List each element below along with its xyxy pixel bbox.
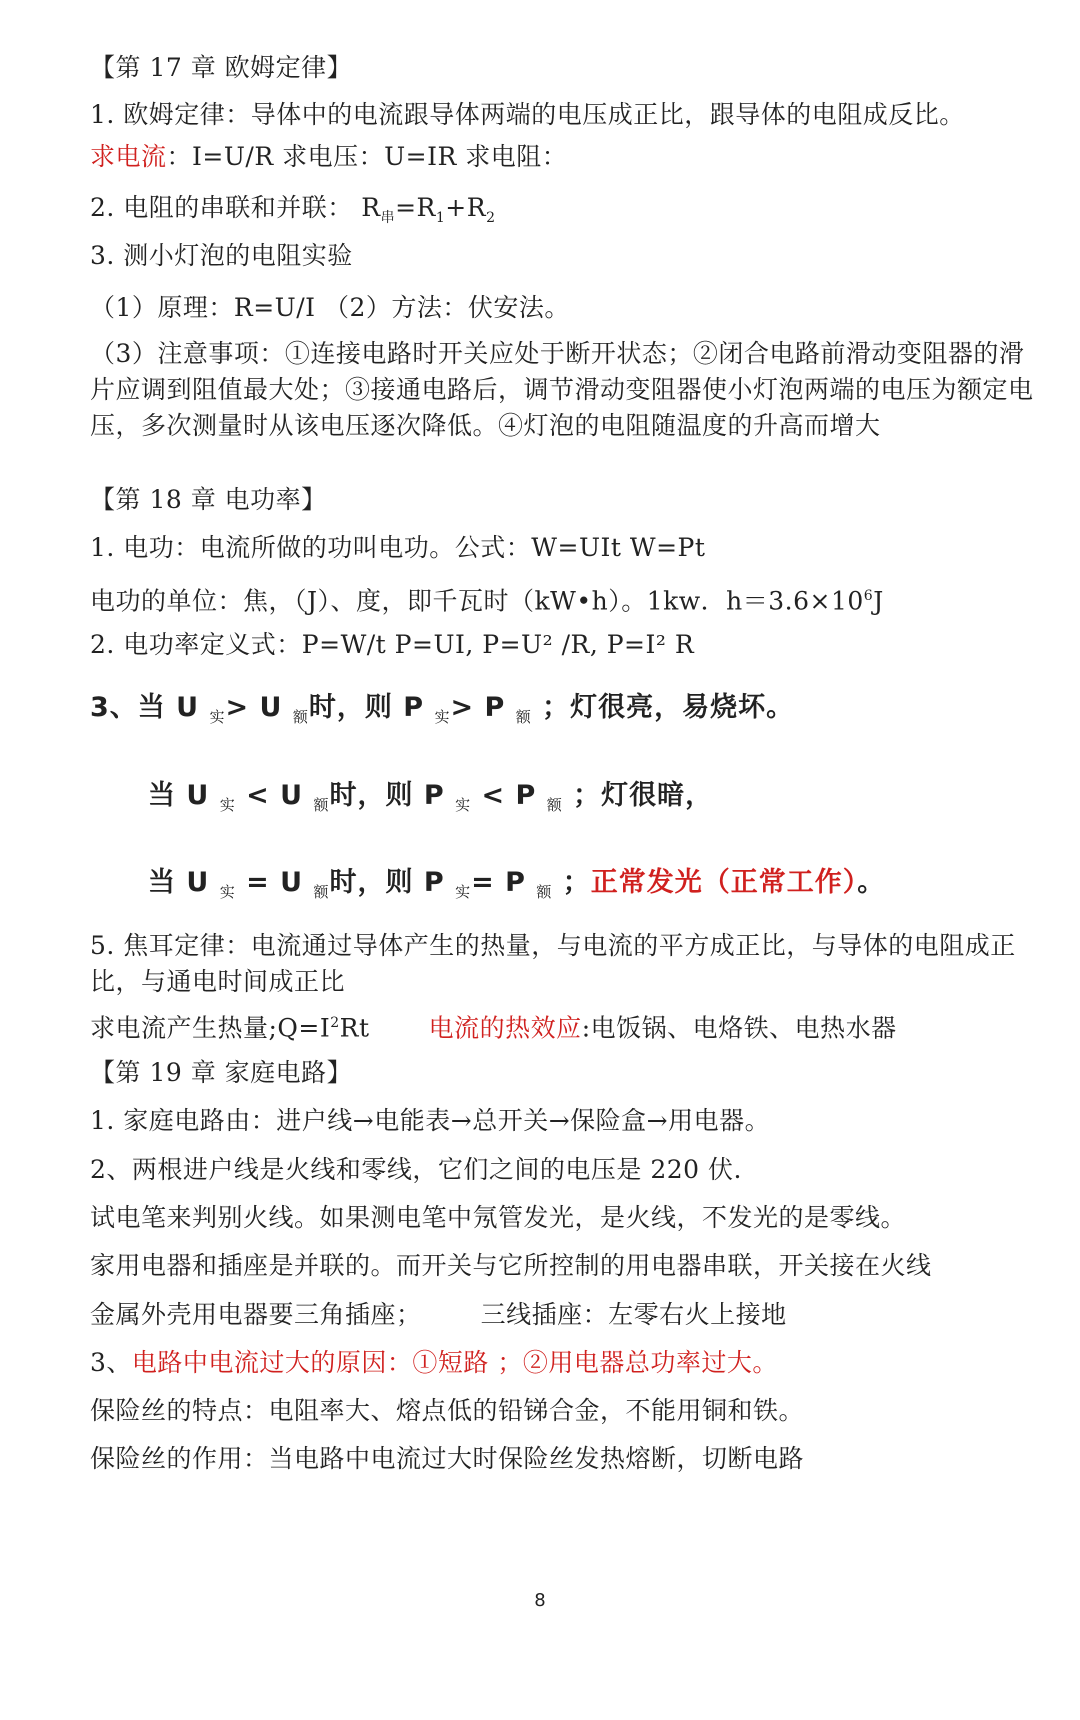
square-exponent: 2 — [330, 1015, 340, 1031]
t: < U — [235, 780, 314, 811]
heat-line — [90, 1005, 1040, 1046]
sub: 额 — [536, 883, 553, 901]
formula-line — [90, 139, 1040, 175]
overcurrent-line — [90, 1345, 1040, 1381]
current-label: 求电流 — [90, 142, 167, 171]
series-resistance-line — [90, 190, 1040, 236]
experiment-line: 3. 测小灯泡的电阻实验 — [90, 241, 353, 270]
socket-line: 金属外壳用电器要三角插座； 三线插座：左零右火上接地 — [90, 1300, 787, 1329]
formula-text: ：I=U/R 求电压：U=IR 求电阻： — [166, 142, 568, 171]
heat-effect-label: 电流的热效应 — [428, 1013, 582, 1043]
normal-lamp-line — [148, 865, 1040, 904]
heat-rt: Rt — [339, 1013, 429, 1043]
sub: 额 — [292, 708, 309, 726]
sub: 实 — [455, 883, 472, 901]
r1-subscript: 1 — [435, 210, 446, 226]
exponent: 6 — [863, 588, 874, 604]
sub: 实 — [219, 796, 236, 814]
t: 。 — [857, 867, 886, 898]
sub: 实 — [434, 708, 451, 726]
t: 当 U — [148, 780, 220, 811]
work-unit-line — [90, 578, 1040, 619]
r2-subscript: 2 — [486, 210, 496, 226]
joule-unit: J — [873, 586, 884, 616]
t: > P — [450, 692, 516, 723]
principle-line: （1）原理：R=U/I （2）方法：伏安法。 — [90, 293, 570, 322]
page-number: 8 — [534, 1590, 546, 1611]
chapter-19-heading: 【第 19 章 家庭电路】 — [90, 1058, 353, 1087]
heat-text: 求电流产生热量;Q=I — [90, 1013, 331, 1043]
series-subscript: 串 — [380, 210, 396, 226]
sub: 实 — [209, 708, 226, 726]
overcurrent-text: 电路中电流过大的原因：①短路 ；②用电器总功率过大。 — [131, 1348, 778, 1377]
t: ；灯很亮，易烧坏。 — [531, 692, 795, 723]
wires-line: 2、两根进户线是火线和零线，它们之间的电压是 220 伏. — [90, 1155, 742, 1184]
series-text: 2. 电阻的串联和并联： R — [90, 193, 381, 222]
chapter-18-heading: 【第 18 章 电功率】 — [90, 485, 327, 514]
bright-lamp-line — [90, 690, 1040, 729]
joules-law-paragraph: 5. 焦耳定律：电流通过导体产生的热量，与电流的平方成正比，与导体的电阻成正比，与通电时间成正比 — [90, 931, 1016, 996]
series-plus: +R — [445, 193, 487, 222]
t: < P — [471, 780, 547, 811]
ohms-law-line: 1. 欧姆定律：导体中的电流跟导体两端的电压成正比，跟导体的电阻成反比。 — [90, 100, 965, 129]
normal-work-text: 正常发光（正常工作） — [590, 867, 858, 898]
chapter-17-heading: 【第 17 章 欧姆定律】 — [90, 53, 353, 82]
test-pen-line: 试电笔来判别火线。如果测电笔中氖管发光，是火线，不发光的是零线。 — [90, 1203, 907, 1232]
power-formula-line: 2. 电功率定义式：P=W/t P=UI, P=U² /R, P=I² R — [90, 630, 695, 659]
dim-lamp-line — [148, 778, 1040, 817]
work-unit-text: 电功的单位：焦，（J）、度，即千瓦时（kW•h）。1kw．h＝3.6×10 — [90, 586, 864, 616]
notes-paragraph: （3）注意事项：①连接电路时开关应处于断开状态；②闭合电路前滑动变阻器的滑片应调到阻值最大处；③接通电路后，调节滑动变阻器使小灯泡两端的电压为额定电压，多次测量时从该电压逐次降低。④灯泡的电阻随温度的升高而增大 — [90, 339, 1034, 440]
fuse-function-line: 保险丝的作用：当电路中电流过大时保险丝发热熔断，切断电路 — [90, 1444, 805, 1473]
t: ； — [552, 867, 591, 898]
electric-work-line: 1. 电功：电流所做的功叫电功。公式：W=UIt W=Pt — [90, 533, 706, 562]
t: 3、当 U — [90, 692, 210, 723]
t: = P — [471, 867, 537, 898]
sub: 额 — [313, 883, 330, 901]
sub: 实 — [455, 796, 472, 814]
parallel-line: 家用电器和插座是并联的。而开关与它所控制的用电器串联，开关接在火线 — [90, 1251, 932, 1280]
t: > U — [225, 692, 293, 723]
sub: 额 — [515, 708, 532, 726]
t: 时，则 P — [329, 780, 456, 811]
series-eq: =R — [395, 193, 436, 222]
household-circuit-line: 1. 家庭电路由：进户线→电能表→总开关→保险盒→用电器。 — [90, 1106, 771, 1135]
fuse-feature-line: 保险丝的特点：电阻率大、熔点低的铅锑合金，不能用铜和铁。 — [90, 1396, 805, 1425]
sub: 实 — [219, 883, 236, 901]
sub: 额 — [313, 796, 330, 814]
t: 时，则 P — [329, 867, 456, 898]
t: 时，则 P — [308, 692, 435, 723]
overcurrent-prefix: 3、 — [90, 1348, 132, 1377]
sub: 额 — [546, 796, 563, 814]
t: 当 U — [148, 867, 220, 898]
t: ；灯很暗， — [562, 780, 714, 811]
appliances-text: :电饭锅、电烙铁、电热水器 — [581, 1013, 897, 1043]
t: = U — [235, 867, 314, 898]
